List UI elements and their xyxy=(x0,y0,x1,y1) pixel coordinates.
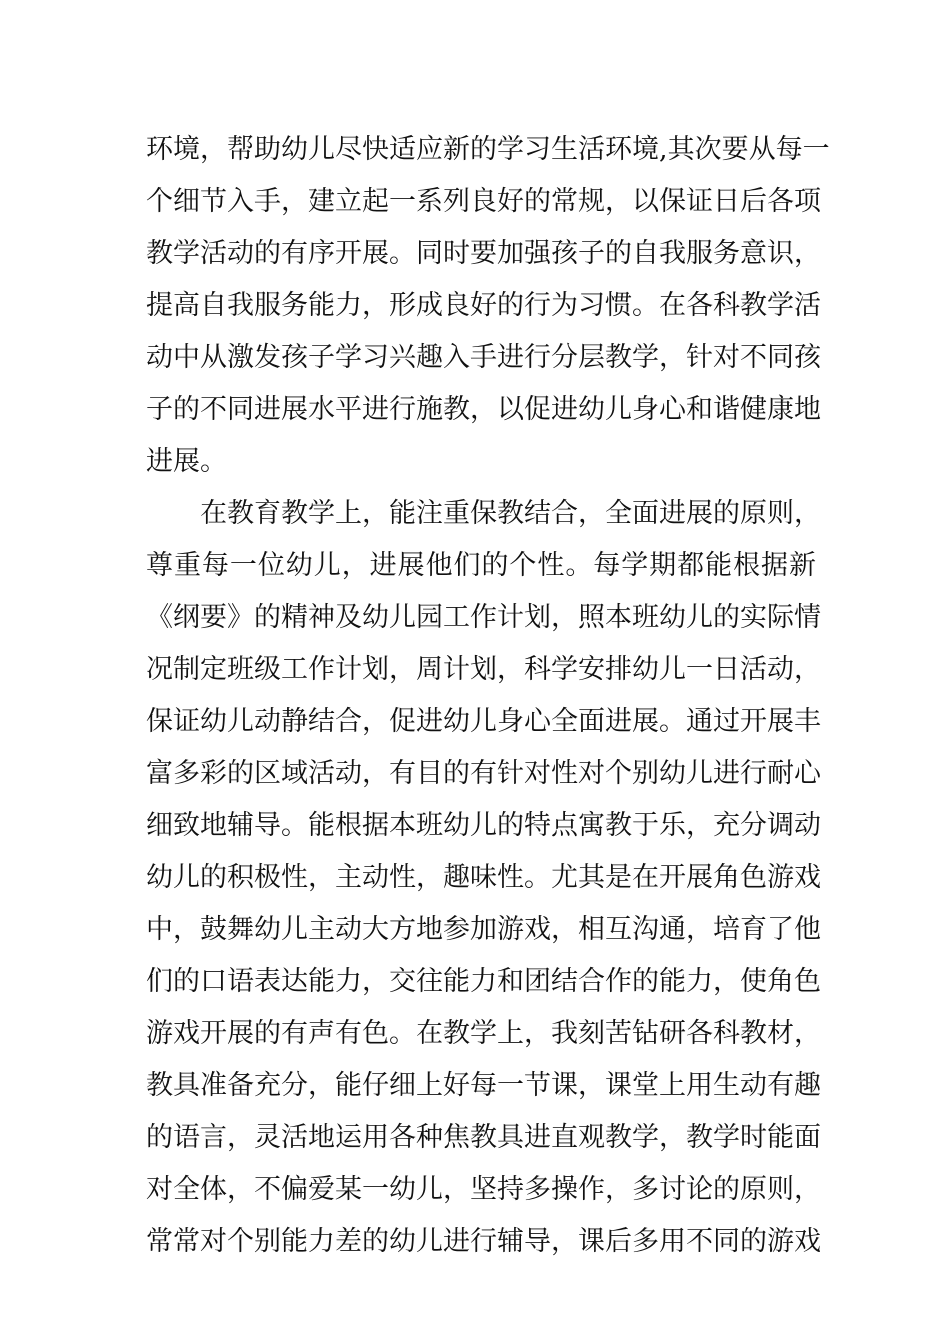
text-line: 进展。 xyxy=(146,446,227,477)
text-line: 在教育教学上，能注重保教结合，全面进展的原则， xyxy=(200,498,821,529)
text-line: 细致地辅导。能根据本班幼儿的特点寓教于乐，充分调动 xyxy=(146,810,821,841)
text-line: 《纲要》的精神及幼儿园工作计划，照本班幼儿的实际情 xyxy=(146,602,821,633)
text-line: 个细节入手，建立起一系列良好的常规，以保证日后各项 xyxy=(146,186,821,217)
text-line: 幼儿的积极性，主动性，趣味性。尤其是在开展角色游戏 xyxy=(146,862,821,893)
body-text xyxy=(146,124,830,1268)
text-line: 们的口语表达能力，交往能力和团结合作的能力，使角色 xyxy=(146,966,821,997)
text-line: 动中从激发孩子学习兴趣入手进行分层教学，针对不同孩 xyxy=(146,342,821,373)
text-line: 子的不同进展水平进行施教，以促进幼儿身心和谐健康地 xyxy=(146,394,821,425)
paragraph xyxy=(146,124,830,488)
text-line: 况制定班级工作计划，周计划，科学安排幼儿一日活动， xyxy=(146,654,821,685)
text-line: 中，鼓舞幼儿主动大方地参加游戏，相互沟通，培育了他 xyxy=(146,914,821,945)
text-line: 尊重每一位幼儿，进展他们的个性。每学期都能根据新 xyxy=(146,550,816,581)
text-line: 教学活动的有序开展。同时要加强孩子的自我服务意识， xyxy=(146,238,821,269)
paragraph xyxy=(146,488,821,1268)
text-line: 游戏开展的有声有色。在教学上，我刻苦钻研各科教材， xyxy=(146,1018,821,1049)
text-line: 对全体，不偏爱某一幼儿，坚持多操作，多讨论的原则， xyxy=(146,1174,821,1205)
text-line: 环境，帮助幼儿尽快适应新的学习生活环境,其次要从每一 xyxy=(146,134,830,165)
text-line: 富多彩的区域活动，有目的有针对性对个别幼儿进行耐心 xyxy=(146,758,821,789)
text-line: 提高自我服务能力，形成良好的行为习惯。在各科教学活 xyxy=(146,290,821,321)
text-line: 保证幼儿动静结合，促进幼儿身心全面进展。通过开展丰 xyxy=(146,706,821,737)
text-line: 教具准备充分，能仔细上好每一节课，课堂上用生动有趣 xyxy=(146,1070,821,1101)
text-line: 常常对个别能力差的幼儿进行辅导，课后多用不同的游戏 xyxy=(146,1226,821,1257)
text-line: 的语言，灵活地运用各种焦教具进直观教学，教学时能面 xyxy=(146,1122,821,1153)
